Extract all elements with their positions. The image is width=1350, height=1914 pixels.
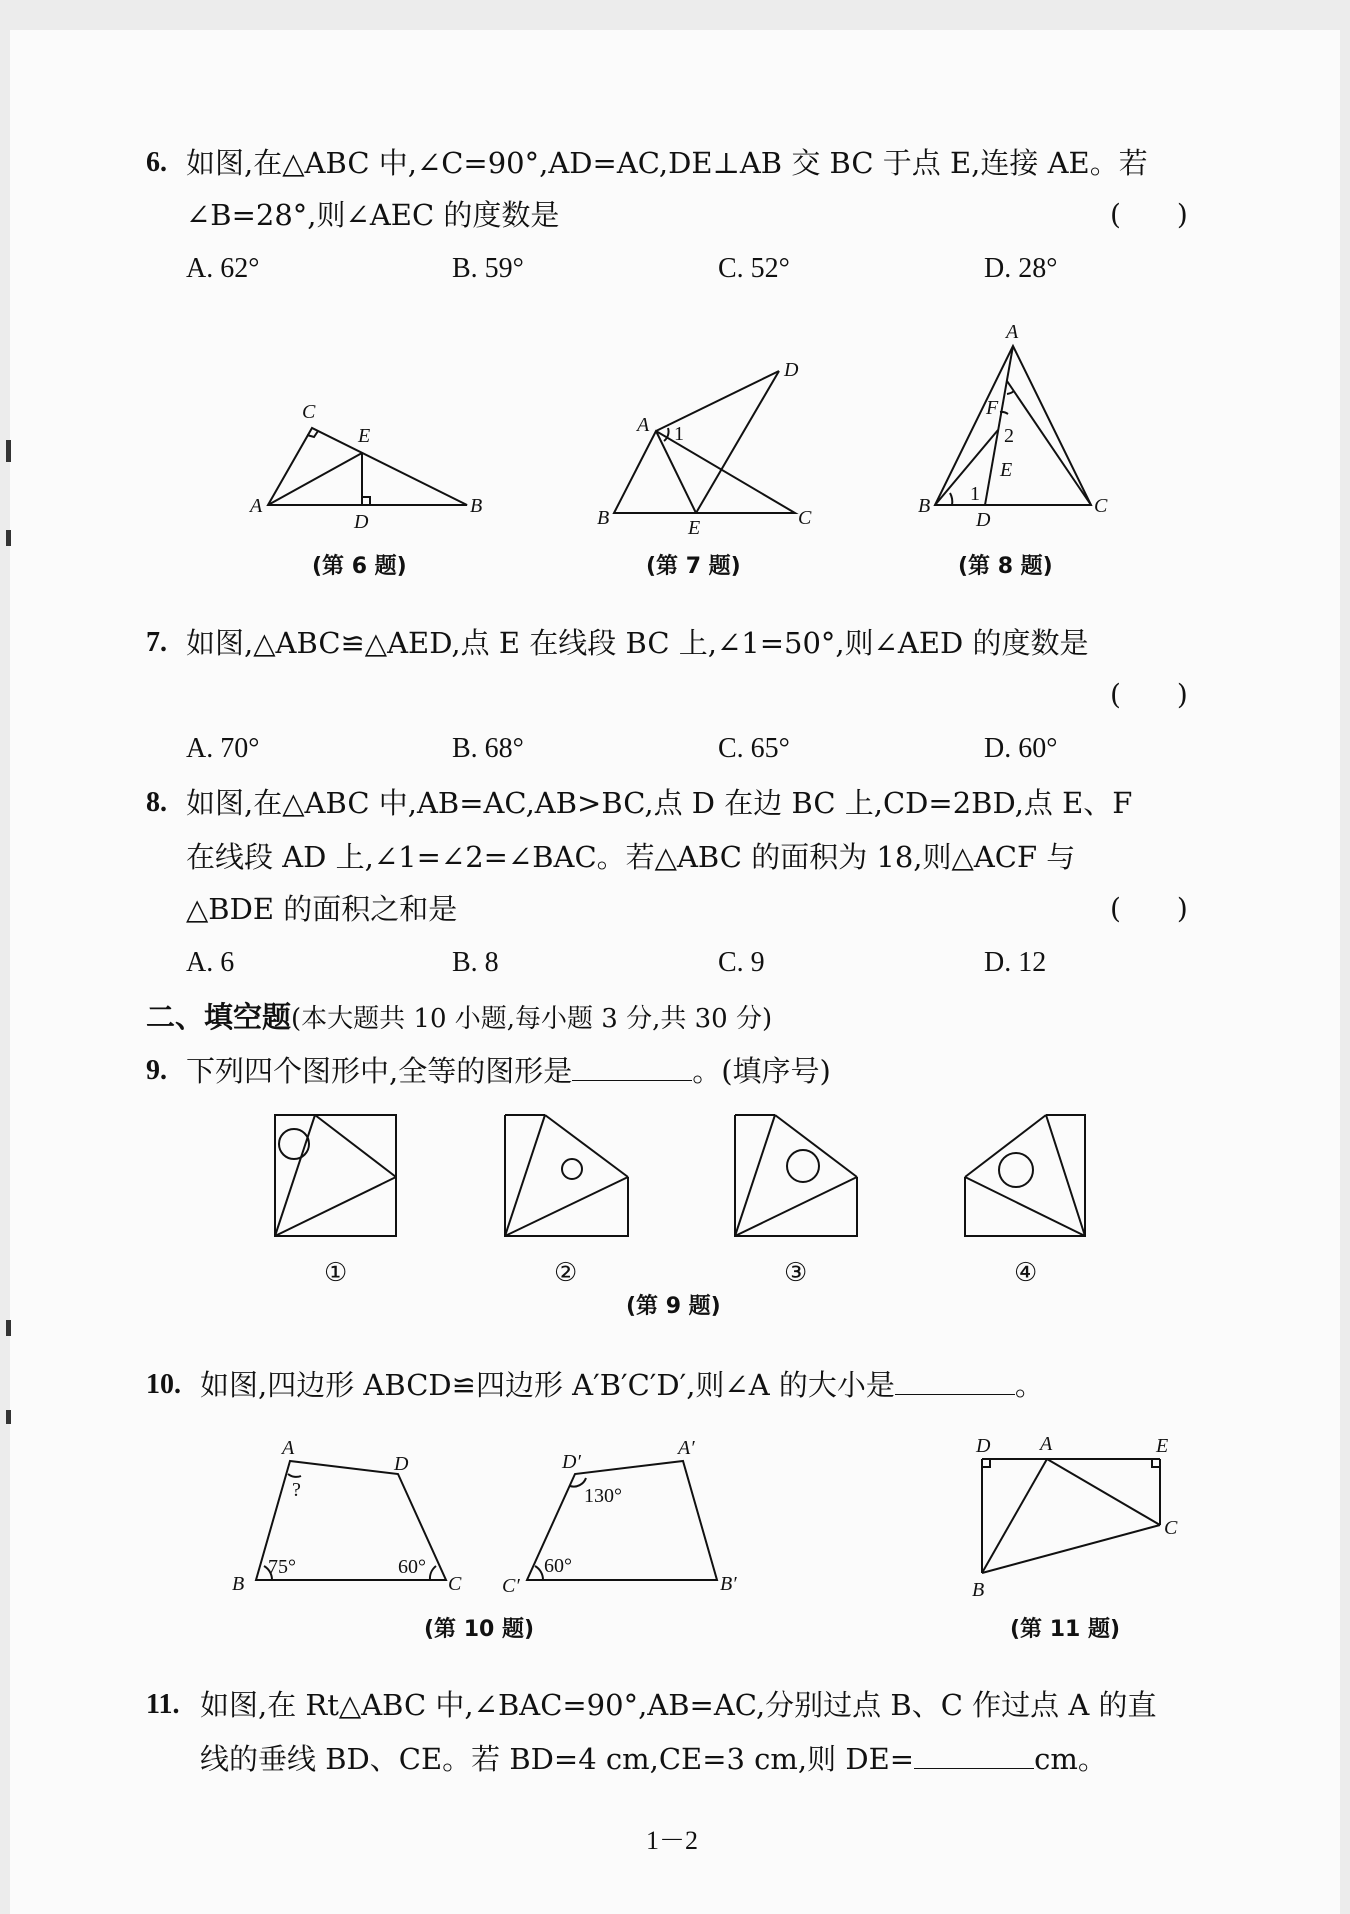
q10-number: 10. [146, 1369, 181, 1400]
fig11-caption: (第 11 题) [1010, 1617, 1121, 1642]
fig7-caption: (第 7 题) [646, 554, 741, 579]
fig10b-label-c: C′ [502, 1575, 520, 1597]
q9-shape-label-1: ① [324, 1258, 348, 1288]
fig10a-label-q: ? [292, 1479, 301, 1501]
q8-option-a: A. 6 [186, 947, 235, 978]
fig8-label-f: F [986, 397, 999, 419]
q8-number: 8. [146, 787, 167, 818]
fig10a-label-c: C [448, 1573, 462, 1595]
q6-option-b: B. 59° [452, 253, 524, 284]
q8-option-d: D. 12 [984, 947, 1047, 978]
q6-option-d: D. 28° [984, 253, 1058, 284]
q7-option-a: A. 70° [186, 733, 260, 764]
q11-line1: 如图,在 Rt△ABC 中,∠BAC=90°,AB=AC,分别过点 B、C 作过点 A 的直 [200, 1688, 1157, 1722]
fig10b-label-60: 60° [544, 1555, 572, 1577]
q6-option-a: A. 62° [186, 253, 260, 284]
fig8-caption: (第 8 题) [958, 554, 1053, 579]
fig11-label-a: A [1040, 1433, 1053, 1455]
q6-option-c: C. 52° [718, 253, 790, 284]
fig10a-label-d: D [394, 1453, 409, 1475]
fig6-label-b: B [470, 495, 483, 517]
q7-answer-paren: ( ) [1110, 678, 1188, 711]
q7-number: 7. [146, 627, 167, 658]
q6-line1: 如图,在△ABC 中,∠C=90°,AD=AC,DE⊥AB 交 BC 于点 E,连接 AE。若 [186, 146, 1148, 180]
fig11-label-b: B [972, 1579, 985, 1601]
section2-title: 二、填空题 [146, 1000, 292, 1034]
q9-shape-label-2: ② [554, 1258, 578, 1288]
q10-text-before: 如图,四边形 ABCD≌四边形 A′B′C′D′,则∠A 的大小是 [200, 1368, 895, 1402]
fig7-label-d: D [784, 359, 799, 381]
q11-text-before: 线的垂线 BD、CE。若 BD=4 cm,CE=3 cm,则 DE= [200, 1742, 915, 1776]
q7-line1: 如图,△ABC≌△AED,点 E 在线段 BC 上,∠1=50°,则∠AED 的度数是 [186, 626, 1089, 660]
fig8-label-a: A [1006, 321, 1019, 343]
fig7-label-b: B [597, 507, 610, 529]
fig6-label-c: C [302, 401, 316, 423]
fig11-label-c: C [1164, 1517, 1178, 1539]
q9-text-after: 。(填序号) [692, 1054, 831, 1088]
fig8-label-c: C [1094, 495, 1108, 517]
q6-answer-paren: ( ) [1110, 198, 1188, 231]
fig8-label-d: D [976, 509, 991, 531]
fig10a-label-b: B [232, 1573, 245, 1595]
fig9-caption: (第 9 题) [626, 1294, 721, 1319]
q9-number: 9. [146, 1055, 167, 1086]
fig7-label-c: C [798, 507, 812, 529]
fig10-caption: (第 10 题) [424, 1617, 535, 1642]
q7-option-d: D. 60° [984, 733, 1058, 764]
page-number: 1－2 [646, 1826, 699, 1855]
q11-number: 11. [146, 1689, 180, 1720]
q8-line2: 在线段 AD 上,∠1=∠2=∠BAC。若△ABC 的面积为 18,则△ACF 与 [186, 840, 1076, 874]
q11-answer-blank[interactable] [914, 1742, 1034, 1769]
q9-shape-label-4: ④ [1014, 1258, 1038, 1288]
fig10b-label-a: A′ [678, 1437, 695, 1459]
q8-line3: △BDE 的面积之和是 [186, 892, 458, 926]
q8-option-b: B. 8 [452, 947, 499, 978]
fig10b-label-b: B′ [720, 1573, 737, 1595]
fig11-label-e: E [1156, 1435, 1169, 1457]
q9-shape-label-3: ③ [784, 1258, 808, 1288]
fig11-label-d: D [976, 1435, 991, 1457]
section2-sub: (本大题共 10 小题,每小题 3 分,共 30 分) [291, 1004, 773, 1034]
q7-option-b: B. 68° [452, 733, 524, 764]
fig7-label-e: E [688, 517, 701, 539]
fig8-label-two: 2 [1004, 425, 1014, 447]
q8-option-c: C. 9 [718, 947, 765, 978]
fig6-label-e: E [358, 425, 371, 447]
fig7-label-one: 1 [674, 423, 684, 445]
q11-line2 [200, 1740, 1107, 1778]
q10-text-after: 。 [1014, 1368, 1044, 1402]
q8-answer-paren: ( ) [1110, 892, 1188, 925]
fig7-label-a: A [637, 414, 650, 436]
q6-number: 6. [146, 147, 167, 178]
q8-line1: 如图,在△ABC 中,AB=AC,AB>BC,点 D 在边 BC 上,CD=2BD,点 E、F [186, 786, 1133, 820]
fig10a-label-a: A [282, 1437, 295, 1459]
q11-text-after: cm。 [1034, 1742, 1107, 1776]
fig10a-label-75: 75° [268, 1556, 296, 1578]
fig6-caption: (第 6 题) [312, 554, 407, 579]
fig10b-label-130: 130° [584, 1485, 622, 1507]
fig8-label-one: 1 [970, 483, 980, 505]
q7-option-c: C. 65° [718, 733, 790, 764]
fig6-label-a: A [250, 495, 263, 517]
fig8-label-e: E [1000, 459, 1013, 481]
fig6-label-d: D [354, 511, 369, 533]
fig8-label-b: B [918, 495, 931, 517]
fig10b-label-d: D′ [562, 1451, 581, 1473]
fig10a-label-60: 60° [398, 1556, 426, 1578]
q6-line2: ∠B=28°,则∠AEC 的度数是 [186, 198, 560, 232]
q9-text-before: 下列四个图形中,全等的图形是 [186, 1054, 573, 1088]
